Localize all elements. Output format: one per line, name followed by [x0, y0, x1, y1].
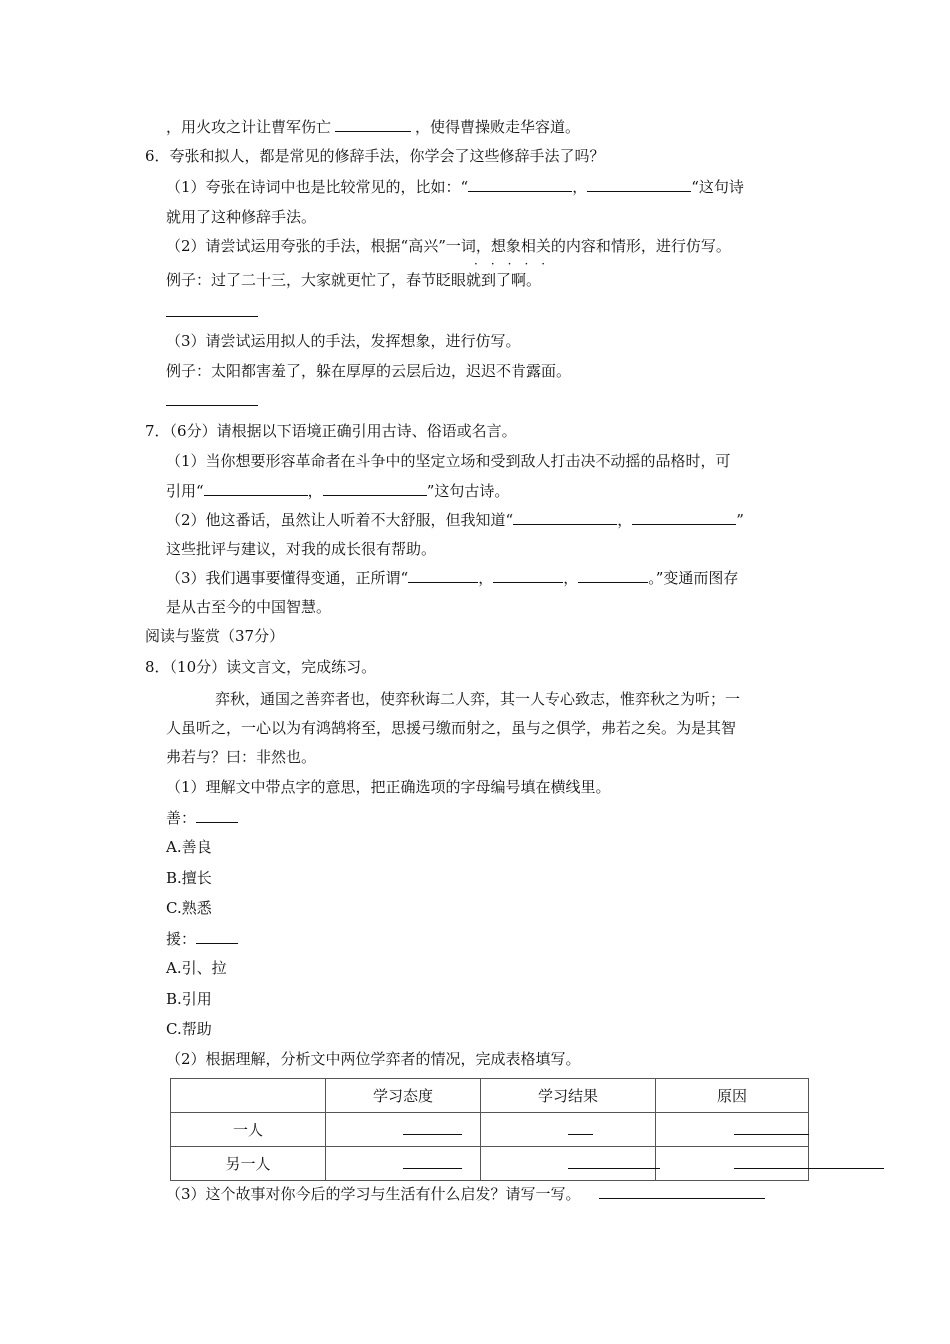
shan-question: 善： — [166, 808, 238, 828]
reason-blank-1[interactable] — [734, 1134, 809, 1135]
table-header-cell: 原因 — [656, 1079, 809, 1113]
result-blank-1[interactable] — [568, 1134, 593, 1135]
table-cell[interactable] — [656, 1113, 809, 1147]
table-cell[interactable] — [326, 1113, 481, 1147]
q7-part2-line1: （2）他这番话，虽然让人听着不大舒服，但我知道“ ， ” — [166, 511, 744, 529]
q6-part3-answer-line[interactable] — [166, 405, 258, 406]
table-cell[interactable] — [326, 1147, 481, 1181]
q6-heading: 6．夸张和拟人，都是常见的修辞手法，你学会了这些修辞手法了吗？ — [145, 147, 605, 165]
q8-heading: 8．（10分）读文言文，完成练习。 — [145, 658, 377, 676]
classical-text-line1: 弈秋，通国之善弈者也，使弈秋诲二人弈，其一人专心致志，惟弈秋之为听；一 — [215, 690, 741, 708]
analysis-table — [170, 1078, 809, 1181]
q7-p3-blank-3[interactable] — [578, 568, 648, 583]
attitude-blank-2[interactable] — [403, 1168, 462, 1169]
q7-p1-blank-1[interactable] — [204, 481, 308, 496]
q5-blank[interactable] — [335, 117, 411, 132]
q7-p2-blank-1[interactable] — [513, 510, 617, 525]
q6-part3-example: 例子：太阳都害羞了，躲在厚厚的云层后边，迟迟不肯露面。 — [166, 362, 572, 380]
table-cell[interactable] — [656, 1147, 809, 1181]
q8-part3: （3）这个故事对你今后的学习与生活有什么启发？请写一写。 — [166, 1184, 765, 1204]
emphasis-dots: ····· — [474, 257, 559, 271]
table-header-cell: 学习结果 — [481, 1079, 656, 1113]
q7-p2-blank-2[interactable] — [632, 510, 736, 525]
shan-blank[interactable] — [196, 808, 238, 823]
reason-blank-2[interactable] — [734, 1168, 884, 1169]
q8-part3-blank[interactable] — [599, 1184, 765, 1199]
classical-text-line2: 人虽听之，一心以为有鸿鹄将至，思援弓缴而射之，虽与之俱学，弗若之矣。为是其智 — [166, 719, 737, 737]
table-header-cell: 学习态度 — [326, 1079, 481, 1113]
yuan-question: 援： — [166, 929, 238, 949]
attitude-blank-1[interactable] — [403, 1134, 462, 1135]
table-header-cell — [171, 1079, 326, 1113]
q6-p1-blank-1[interactable] — [468, 177, 572, 192]
shan-option-a[interactable]: A.善良 — [166, 838, 212, 856]
q7-part2-line2: 这些批评与建议，对我的成长很有帮助。 — [166, 540, 437, 558]
row-label: 另一人 — [171, 1147, 326, 1181]
yuan-option-a[interactable]: A.引、拉 — [166, 959, 227, 977]
q6-part1-line2: 就用了这种修辞手法。 — [166, 208, 317, 226]
q7-part3-line2: 是从古至今的中国智慧。 — [166, 598, 332, 616]
section-title: 阅读与鉴赏（37分） — [145, 627, 285, 645]
q8-part1: （1）理解文中带点字的意思，把正确选项的字母编号填在横线里。 — [166, 778, 611, 796]
yuan-option-b[interactable]: B.引用 — [166, 990, 212, 1008]
q7-p1-blank-2[interactable] — [323, 481, 427, 496]
q6-p1-blank-2[interactable] — [587, 177, 691, 192]
q7-p3-blank-2[interactable] — [493, 568, 563, 583]
table-cell[interactable] — [481, 1147, 656, 1181]
table-cell[interactable] — [481, 1113, 656, 1147]
q6-part1-line1: （1）夸张在诗词中也是比较常见的，比如：“ ， “这句诗 — [166, 178, 744, 196]
q6-part2-example: 例子：过了二十三，大家就更忙了，春节眨眼就到了啊。 — [166, 271, 542, 289]
yuan-option-c[interactable]: C.帮助 — [166, 1020, 212, 1038]
shan-option-b[interactable]: B.擅长 — [166, 869, 212, 887]
result-blank-2[interactable] — [568, 1168, 660, 1169]
row-label: 一人 — [171, 1113, 326, 1147]
shan-option-c[interactable]: C.熟悉 — [166, 899, 212, 917]
q6-part2: （2）请尝试运用夸张的手法，根据“高兴”一词，想象相关的内容和情形，进行仿写。 — [166, 237, 731, 255]
q8-part2: （2）根据理解，分析文中两位学弈者的情况，完成表格填写。 — [166, 1050, 581, 1068]
table-header-row — [171, 1079, 809, 1113]
yuan-blank[interactable] — [196, 929, 238, 944]
q5-line: ，用火攻之计让曹军伤亡 ，使得曹操败走华容道。 — [166, 118, 581, 136]
q6-part3: （3）请尝试运用拟人的手法，发挥想象，进行仿写。 — [166, 332, 521, 350]
table-row — [171, 1147, 809, 1181]
q7-heading: 7．（6分）请根据以下语境正确引用古诗、俗语或名言。 — [145, 422, 517, 440]
classical-text-line3: 弗若与？曰：非然也。 — [166, 748, 317, 766]
table-row — [171, 1113, 809, 1147]
q7-part1-line2: 引用“ ， ”这句古诗。 — [166, 482, 510, 500]
q7-p3-blank-1[interactable] — [408, 568, 478, 583]
q7-part3-line1: （3）我们遇事要懂得变通，正所谓“ ， ， 。”变通而图存 — [166, 569, 739, 587]
q6-part2-answer-line[interactable] — [166, 316, 258, 317]
q7-part1-line1: （1）当你想要形容革命者在斗争中的坚定立场和受到敌人打击决不动摇的品格时，可 — [166, 452, 731, 470]
